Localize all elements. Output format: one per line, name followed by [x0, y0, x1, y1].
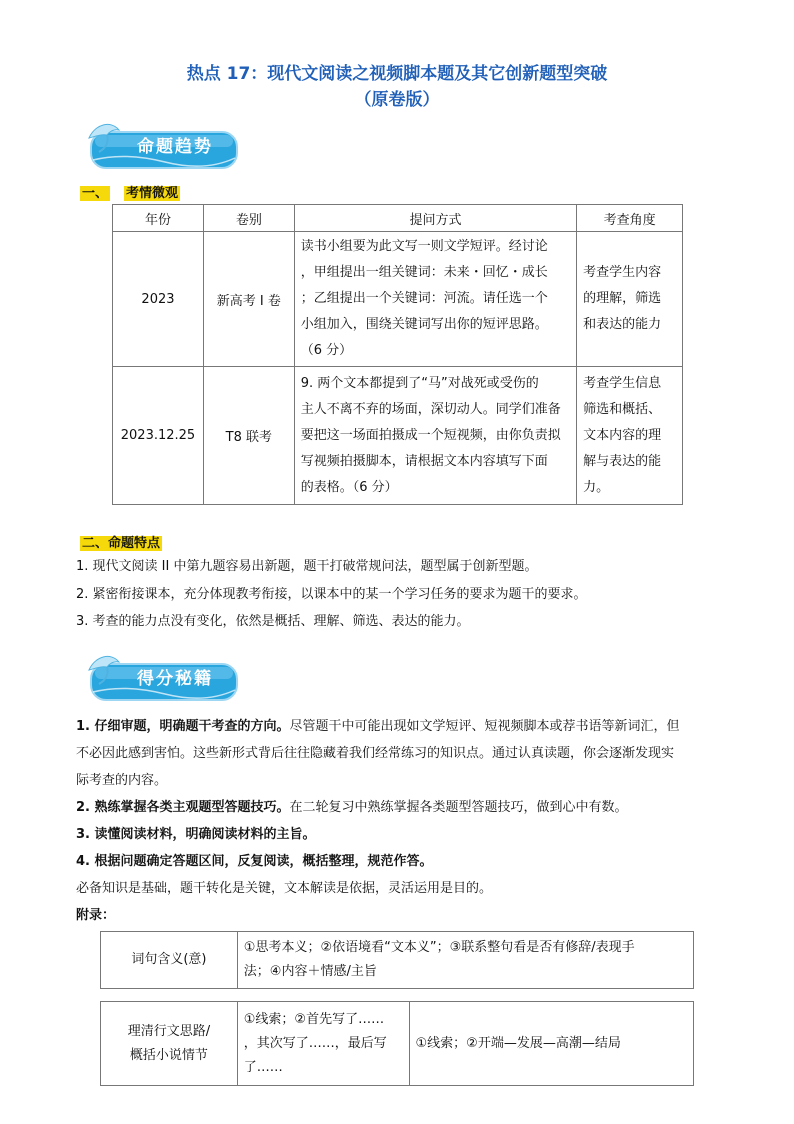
tip-heading: 2. 熟练掌握各类主观题型答题技巧。 — [76, 800, 290, 815]
table-row — [101, 1002, 694, 1086]
cell-year: 2023 — [113, 232, 204, 367]
table-row — [113, 232, 683, 367]
feature-item: 1. 现代文阅读 II 中第九题容易出新题，题干打破常规问法，题型属于创新型题。 — [76, 559, 538, 574]
text-line: ，甲组提出一组关键词：未来・回忆・成长 — [300, 265, 548, 280]
text-line: 主人不离不弃的场面，深切动人。同学们准备 — [300, 401, 561, 417]
appendix-label-text: 附录： — [76, 908, 116, 923]
appendix-table-1 — [100, 931, 694, 989]
badge-label: 得分秘籍 — [137, 669, 213, 689]
tip-paragraph-5: 必备知识是基础，题干转化是关键，文本解读是依据，灵活运用是目的。 — [76, 881, 493, 896]
appendix-content-cell — [237, 932, 693, 989]
cell-angle — [577, 232, 683, 367]
appendix-table-2 — [100, 1001, 694, 1086]
text-line: ①线索；②首先写了…… — [243, 1011, 385, 1027]
tip-paragraph-4 — [76, 849, 726, 874]
appendix-content-cell: ①线索；②开端—发展—高潮—结局 — [409, 1002, 693, 1086]
page-subtitle: （原卷版） — [354, 90, 440, 110]
section-badge-trend — [85, 122, 240, 170]
feature-item: 2. 紧密衔接课本，充分体现教考衔接，以课本中的某一个学习任务的要求为题干的要求。 — [76, 587, 587, 602]
text-line: 力。 — [583, 479, 610, 495]
column-header: 考查角度 — [577, 205, 683, 232]
text-line: 解与表达的能 — [583, 453, 662, 469]
cell-paper: 新高考 I 卷 — [203, 232, 294, 367]
text-line: 文本内容的理 — [583, 427, 662, 443]
text-line: 法；④内容＋情感/主旨 — [243, 964, 377, 979]
tip-paragraph-1 — [76, 714, 726, 739]
tip-heading: 1. 仔细审题，明确题干考查的方向。 — [76, 719, 290, 734]
text-line: 筛选和概括、 — [583, 401, 662, 417]
tip-text: 尽管题干中可能出现如文学短评、短视频脚本或荐书语等新词汇，但 — [289, 719, 680, 734]
table-header-row — [113, 205, 683, 232]
tip-paragraph-1-cont: 不必因此感到害怕。这些新形式背后往往隐藏着我们经常练习的知识点。通过认真读题，你会逐渐发现实 — [76, 746, 675, 761]
cell-paper: T8 联考 — [203, 367, 294, 505]
cell-angle — [577, 367, 683, 505]
cell-year: 2023.12.25 — [113, 367, 204, 505]
tip-paragraph-1-end: 际考查的内容。 — [76, 773, 168, 788]
tip-paragraph-3 — [76, 822, 726, 847]
column-header: 提问方式 — [294, 205, 576, 232]
text-line: ，其次写了……，最后写 — [243, 1035, 387, 1051]
text-line: 的表格。（6 分） — [300, 479, 398, 495]
text-line: 的理解，筛选 — [583, 291, 662, 306]
text-line: 考查学生信息 — [583, 375, 662, 391]
text-line: ①思考本义；②依语境看“文本义”；③联系整句看是否有修辞/表现手 — [243, 940, 635, 955]
section-badge-tips — [85, 654, 240, 702]
badge-label: 命题趋势 — [137, 137, 213, 157]
column-header: 卷别 — [203, 205, 294, 232]
text-line: 概括小说情节 — [129, 1047, 208, 1063]
cell-question — [294, 367, 576, 505]
text-line: （6 分） — [300, 343, 353, 358]
section2-heading — [80, 532, 162, 551]
text-line: 写视频拍摄脚本，请根据文本内容填写下面 — [300, 453, 548, 469]
text-line: 读书小组要为此文写一则文学短评。经讨论 — [300, 239, 548, 254]
text-line: 9. 两个文本都提到了“马”对战死或受伤的 — [300, 375, 539, 391]
tip-heading: 3. 读懂阅读材料，明确阅读材料的主旨。 — [76, 827, 316, 842]
page-title: 热点 17：现代文阅读之视频脚本题及其它创新题型突破 — [186, 64, 608, 84]
appendix-label-cell — [101, 1002, 238, 1086]
text-line: ；乙组提出一个关键词：河流。请任选一个 — [300, 291, 548, 306]
column-header: 年份 — [113, 205, 204, 232]
tip-text: 在二轮复习中熟练掌握各类题型答题技巧，做到心中有数。 — [289, 800, 628, 815]
text-line: 了…… — [243, 1059, 283, 1075]
text-line: 要把这一场面拍摄成一个短视频，由你负责拟 — [300, 427, 561, 443]
table-row — [113, 367, 683, 505]
table-row — [101, 932, 694, 989]
section1-number: 一、 — [82, 186, 109, 201]
section1-title: 考情微观 — [126, 186, 179, 201]
tip-heading: 4. 根据问题确定答题区间，反复阅读，概括整理，规范作答。 — [76, 854, 433, 869]
text-line: 小组加入，围绕关键词写出你的短评思路。 — [300, 317, 548, 332]
text-line: 理清行文思路/ — [127, 1023, 211, 1039]
cell-question — [294, 232, 576, 367]
section1-heading — [80, 182, 180, 201]
exam-info-table — [112, 204, 683, 505]
section2-title: 二、命题特点 — [82, 536, 161, 551]
appendix-label — [76, 903, 726, 928]
feature-item: 3. 考查的能力点没有变化，依然是概括、理解、筛选、表达的能力。 — [76, 614, 470, 629]
appendix-label-cell: 词句含义(意) — [101, 932, 238, 989]
text-line: 考查学生内容 — [583, 265, 662, 280]
tip-paragraph-2 — [76, 795, 726, 820]
appendix-content-cell — [237, 1002, 409, 1086]
text-line: 和表达的能力 — [583, 317, 662, 332]
